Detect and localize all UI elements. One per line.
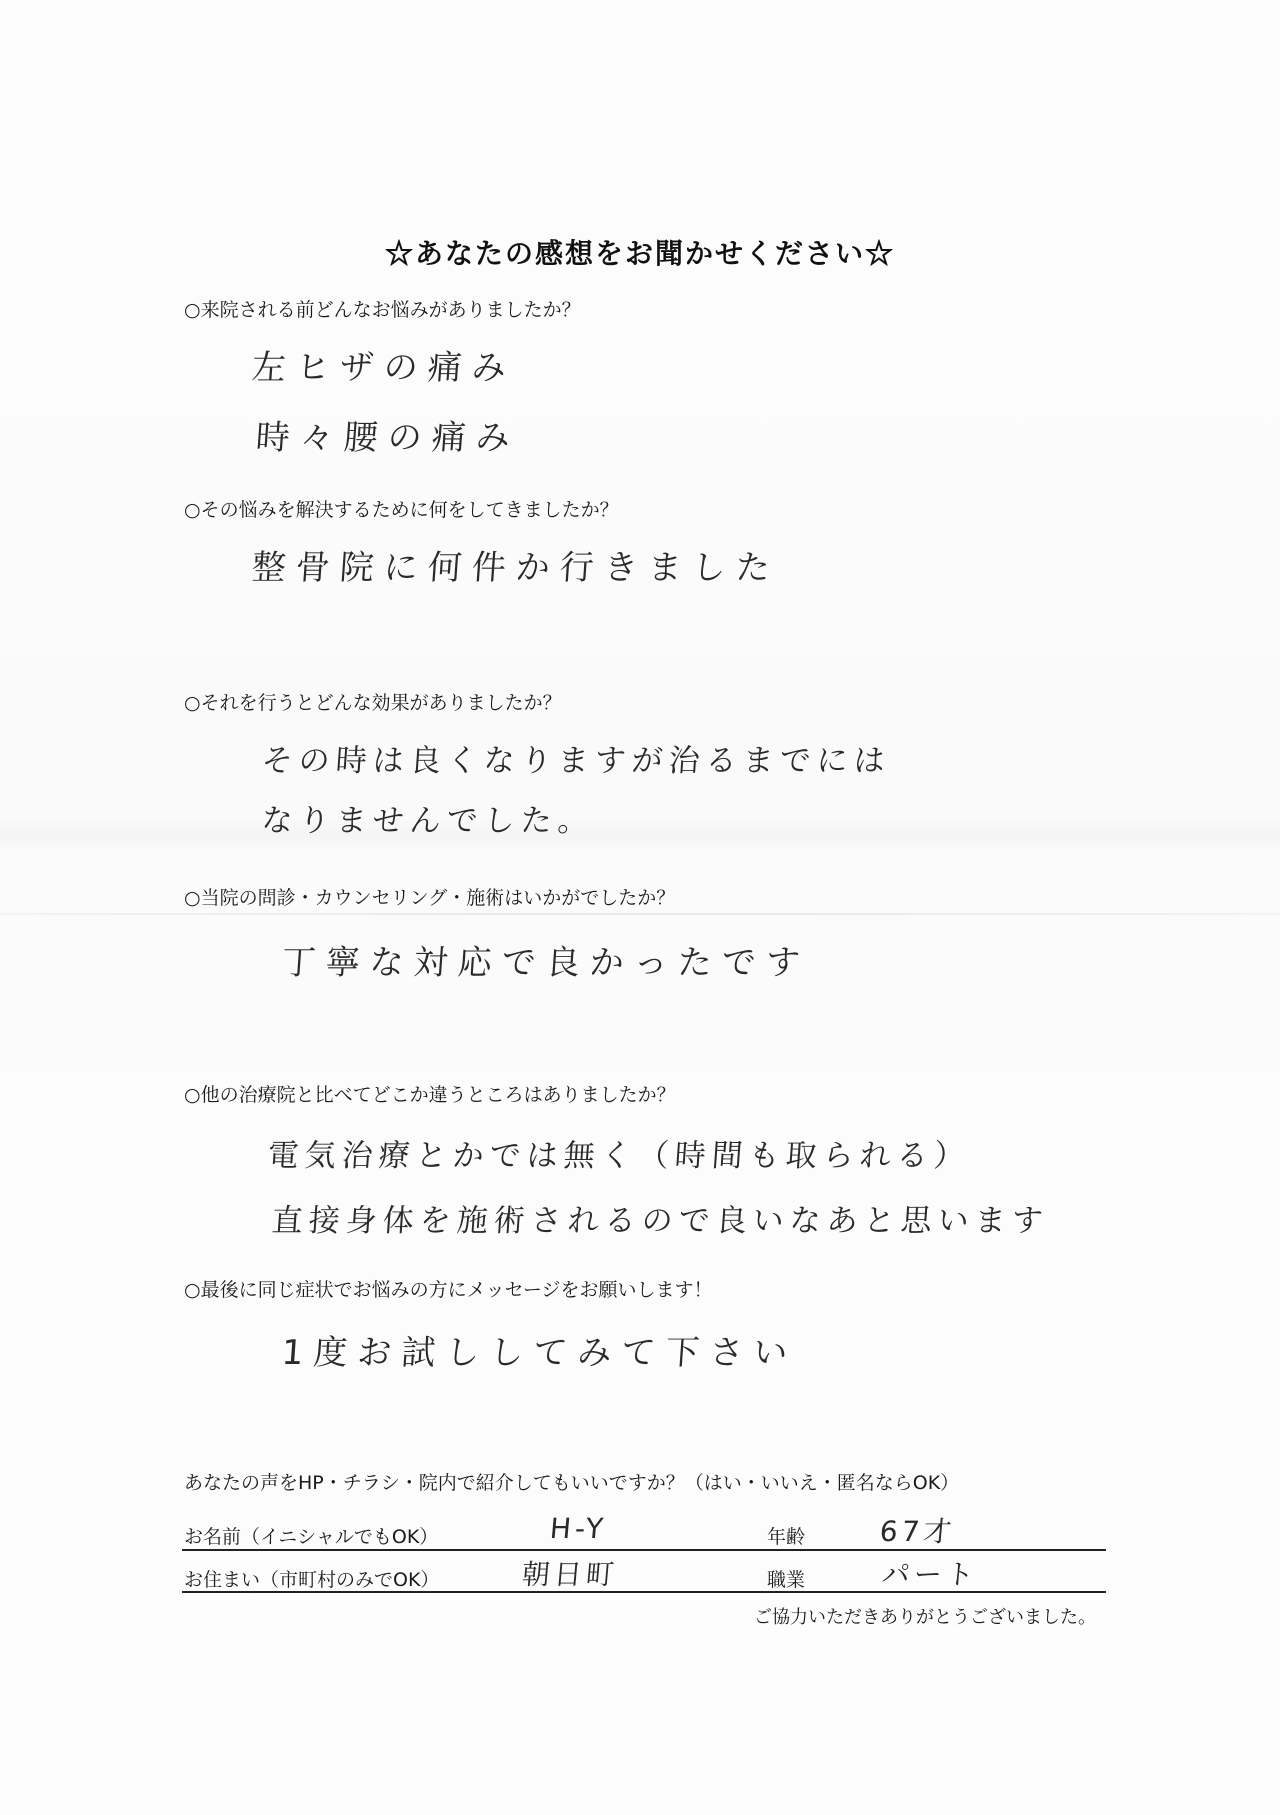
name-label: お名前（イニシャルでもOK）: [184, 1526, 439, 1548]
job-label: 職業: [767, 1569, 806, 1591]
answer-1-line-1: 左ヒザの痛み: [250, 348, 518, 388]
question-6: ○最後に同じ症状でお悩みの方にメッセージをお願いします！: [184, 1279, 713, 1301]
answer-4-line-1: 丁寧な対応で良かったです: [280, 943, 812, 983]
survey-title: ☆あなたの感想をお聞かせください☆: [384, 237, 895, 270]
question-4: ○当院の問診・カウンセリング・施術はいかがでしたか？: [184, 887, 676, 909]
age-label: 年齢: [767, 1526, 806, 1548]
thanks-text: ご協力いただきありがとうございました。: [754, 1607, 1096, 1628]
name-value: H-Y: [548, 1512, 609, 1545]
question-5: ○他の治療院と比べてどこか違うところはありましたか？: [184, 1084, 676, 1106]
form-row-1-line: [182, 1549, 1106, 1551]
address-label: お住まい（市町村のみでOK）: [184, 1569, 440, 1591]
answer-3-line-2: なりませんでした。: [260, 803, 597, 839]
answer-5-line-1: 電気治療とかでは無く（時間も取られる）: [266, 1138, 973, 1174]
answer-5-line-2: 直接身体を施術されるので良いなあと思います: [270, 1203, 1051, 1239]
answer-6-line-1: 1度お試ししてみて下さい: [280, 1333, 799, 1373]
question-1: ○来院される前どんなお悩みがありましたか？: [184, 299, 581, 321]
age-value: 67才: [878, 1515, 957, 1548]
form-row-2-line: [182, 1591, 1106, 1593]
question-3: ○それを行うとどんな効果がありましたか？: [184, 692, 562, 714]
answer-1-line-2: 時々腰の痛み: [254, 418, 522, 458]
consent-question: あなたの声をHP・チラシ・院内で紹介してもいいですか？（はい・いいえ・匿名ならOK）: [184, 1472, 960, 1494]
address-value: 朝日町: [520, 1558, 620, 1591]
job-value: パート: [880, 1558, 980, 1591]
paper-fold-line: [0, 913, 1280, 915]
question-2: ○その悩みを解決するために何をしてきましたか？: [184, 499, 619, 521]
answer-3-line-1: その時は良くなりますが治るまでには: [260, 743, 893, 779]
answer-2-line-1: 整骨院に何件か行きました: [250, 548, 782, 588]
